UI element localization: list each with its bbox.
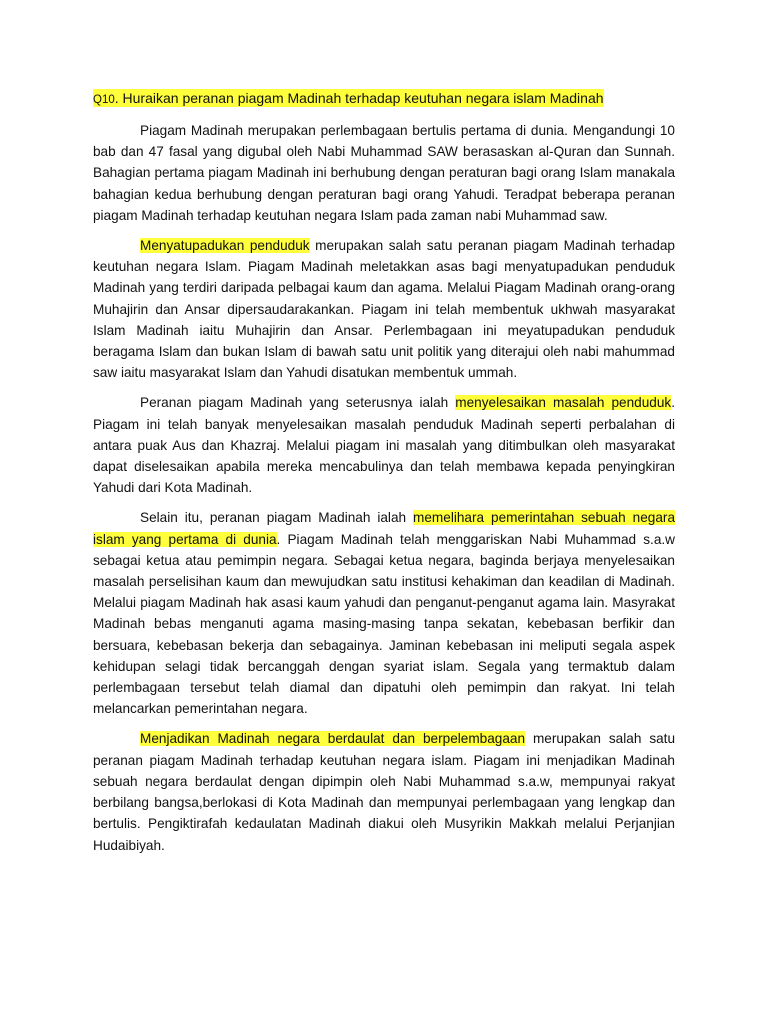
paragraph-text: . Piagam ini telah banyak menyelesaikan masalah penduduk Madinah seperti perbalahan di antara puak Aus dan Khazraj. Melalui piagam ini masalah yang ditimbulkan oleh masyarakat dapat diselesaikan apabila mereka mencabulinya dan telah membawa kepada penyingkiran Yahudi dari Kota Madinah. <box>93 395 675 496</box>
question-text: . Huraikan peranan piagam Madinah terhadap keutuhan negara islam Madinah <box>114 90 604 106</box>
paragraph-sovereignty <box>93 728 675 855</box>
paragraph-text-lead: Peranan piagam Madinah yang seterusnya ialah <box>140 395 456 411</box>
question-number: Q10 <box>93 94 115 106</box>
paragraph-text: merupakan salah satu peranan piagam Madinah terhadap keutuhan negara Islam. Piagam Madinah meletakkan asas bagi menyatupadukan penduduk Madinah yang terdiri daripada pelbagai kaum dan agama. Melalui Piagam Madinah orang-orang Muhajirin dan Ansar dipersaudarakankan. Piagam ini telah membentuk ukhwah masyarakat Islam Madinah iaitu Muhajirin dan Ansar. Perlembagaan ini meyatupadukan penduduk beragama Islam dan bukan Islam di bawah satu unit politik yang diterajui oleh nabi mahummad saw iaitu masyarakat Islam dan Yahudi disatukan membentuk ummah. <box>93 238 675 381</box>
highlighted-phrase: memelihara pemerintahan sebuah negara islam yang pertama di dunia <box>93 510 676 547</box>
title-highlight <box>93 89 604 107</box>
paragraph-unity <box>93 235 675 383</box>
highlighted-phrase: menyelesaikan masalah penduduk <box>455 395 672 411</box>
paragraph-text-lead: Selain itu, peranan piagam Madinah ialah <box>140 510 414 526</box>
highlighted-phrase: Menjadikan Madinah negara berdaulat dan berpelembagaan <box>140 731 526 747</box>
paragraph-text: merupakan salah satu peranan piagam Madinah terhadap keutuhan negara islam. Piagam ini menjadikan Madinah sebuah negara berdaulat dengan dipimpin oleh Nabi Muhammad s.a.w, mempunyai rakyat berbilang bangsa,berlokasi di Kota Madinah dan mempunyai perlembagaan yang lengkap dan bertulis. Pengiktirafah kedaulatan Madinah diakui oleh Musyrikin Makkah melalui Perjanjian Hudaibiyah. <box>93 731 676 853</box>
paragraph-intro <box>93 120 675 226</box>
paragraph-problems <box>93 392 675 498</box>
paragraph-government <box>93 507 675 719</box>
question-title <box>93 88 675 111</box>
highlighted-phrase: Menyatupadukan penduduk <box>140 238 310 254</box>
paragraph-text: . Piagam Madinah telah menggariskan Nabi Muhammad s.a.w sebagai ketua atau pemimpin negara. Sebagai ketua negara, baginda berjaya menyelesaikan masalah perselisihan kaum dan mewujudkan satu institusi kehakiman dan keadilan di Madinah. Melalui piagam Madinah hak asasi kaum yahudi dan penganut-penganut agama lain. Masyrakat Madinah bebas menganuti agama masing-masing tanpa sekatan, kebebasan berfikir dan bersuara, kebebasan bekerja dan sebagainya. Jaminan kebebasan ini meliputi segala aspek kehidupan selagi tidak bercanggah dengan syariat islam. Segala yang termaktub dalam perlembagaan tersebut telah diamal dan dipatuhi oleh pemimpin dan rakyat. Ini telah melancarkan pemerintahan negara. <box>93 531 675 717</box>
paragraph-text: Piagam Madinah merupakan perlembagaan bertulis pertama di dunia. Mengandungi 10 bab dan 47 fasal yang digubal oleh Nabi Muhammad SAW berasaskan al-Quran dan Sunnah. Bahagian pertama piagam Madinah ini berhubung dengan peraturan bagi orang Islam manakala bahagian kedua berhubung dengan peraturan bagi orang Yahudi. Teradpat beberapa peranan piagam Madinah terhadap keutuhan negara Islam pada zaman nabi Muhammad saw. <box>93 123 675 223</box>
document-page <box>93 88 675 865</box>
